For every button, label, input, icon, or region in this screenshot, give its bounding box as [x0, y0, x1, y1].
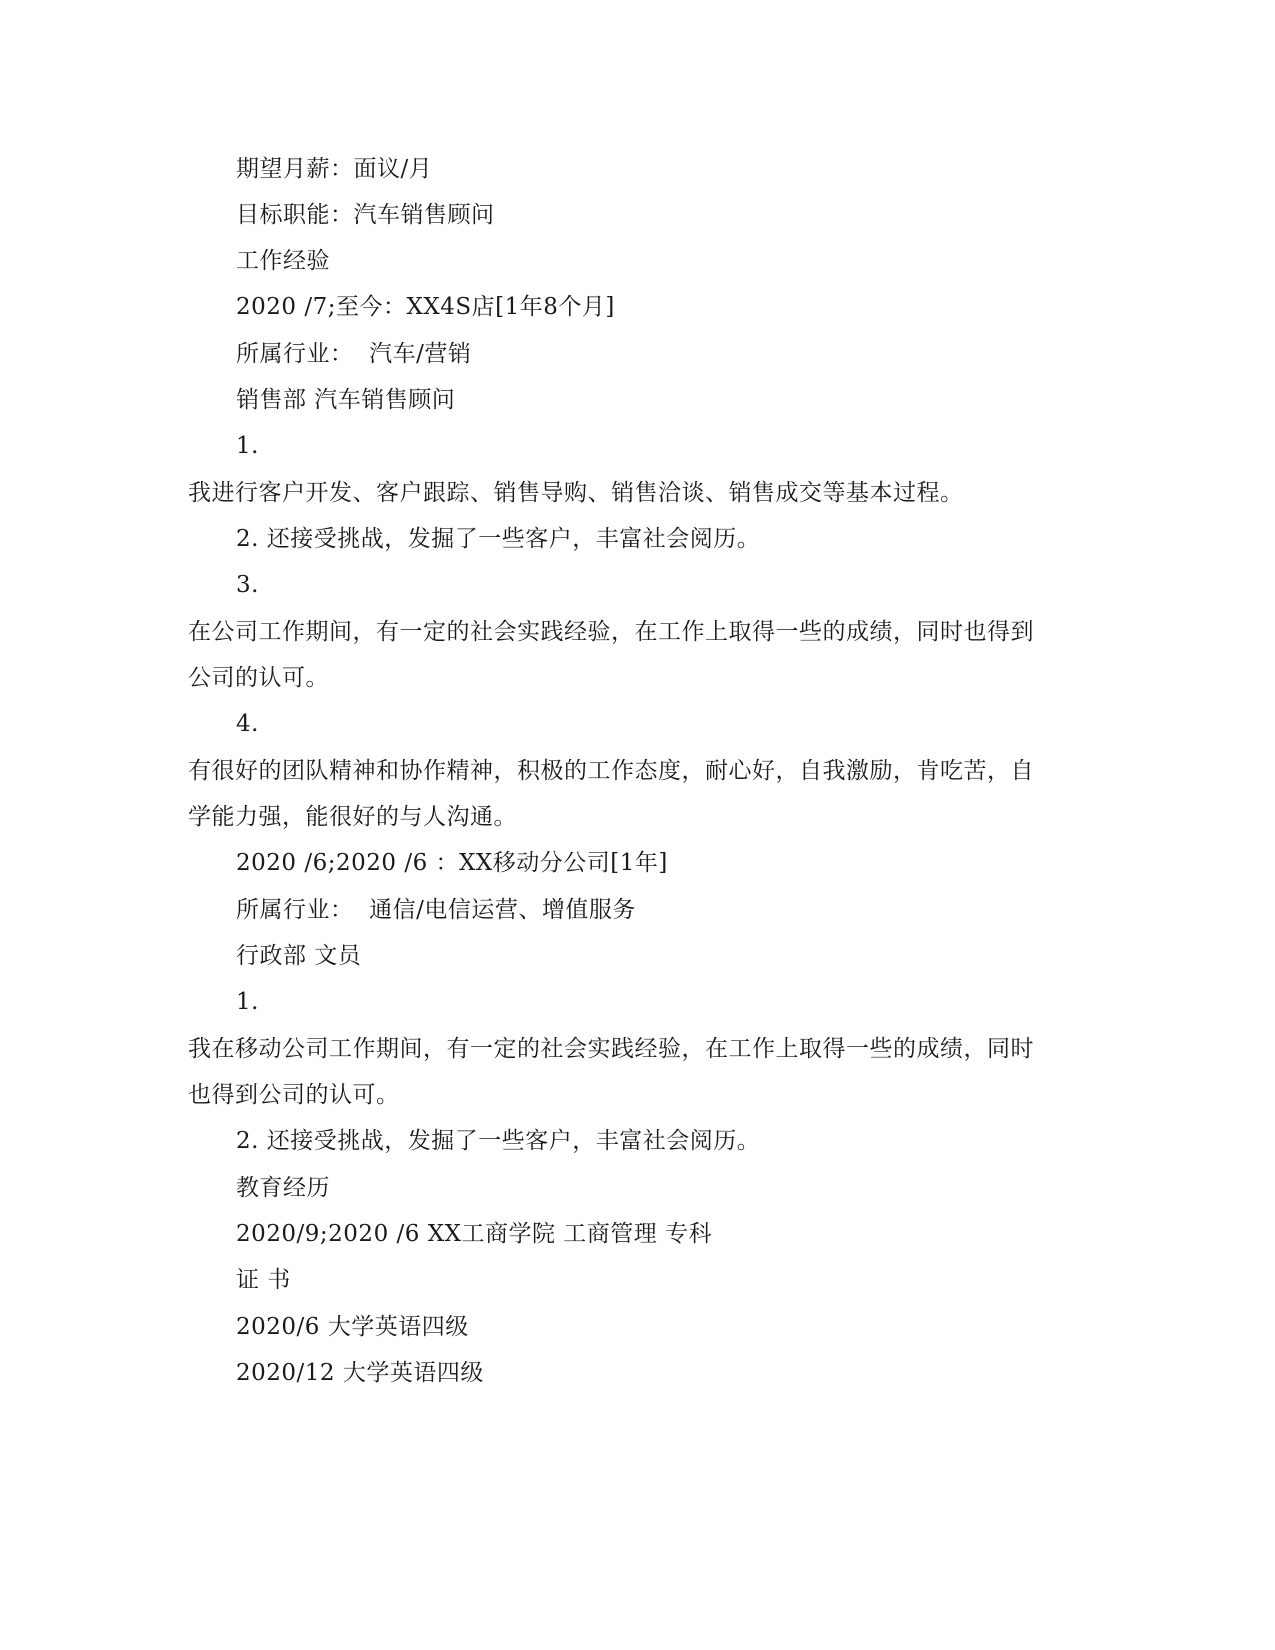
section-heading-education: 教育经历 — [236, 1175, 330, 1201]
job2-item1-number: 1. — [236, 989, 259, 1015]
job1-item1-text: 我进行客户开发、客户跟踪、销售导购、销售洽谈、销售成交等基本过程。 — [188, 480, 964, 506]
job2-period: 2020 /6;2020 /6 ：XX移动分公司[1年] — [236, 850, 668, 876]
section-heading-certificates: 证 书 — [236, 1267, 291, 1293]
job1-item4-text-line2: 学能力强，能很好的与人沟通。 — [188, 804, 517, 830]
target-position: 目标职能：汽车销售顾问 — [236, 202, 495, 228]
job1-industry: 所属行业： 汽车/营销 — [236, 341, 472, 367]
job1-item4-text-line1: 有很好的团队精神和协作精神，积极的工作态度，耐心好，自我激励，肯吃苦，自 — [188, 758, 1034, 784]
job2-item2: 2. 还接受挑战，发掘了一些客户，丰富社会阅历。 — [236, 1128, 761, 1154]
job1-item3-text-line2: 公司的认可。 — [188, 665, 329, 691]
section-heading-work: 工作经验 — [236, 248, 330, 274]
certificate-entry-1: 2020/6 大学英语四级 — [236, 1314, 469, 1340]
job2-industry: 所属行业： 通信/电信运营、增值服务 — [236, 897, 636, 923]
job2-item1-text-line2: 也得到公司的认可。 — [188, 1082, 400, 1108]
job1-item3-number: 3. — [236, 572, 259, 598]
job1-period: 2020 /7;至今：XX4S店[1年8个月] — [236, 294, 615, 320]
education-entry: 2020/9;2020 /6 XX工商学院 工商管理 专科 — [236, 1221, 713, 1247]
job1-item2: 2. 还接受挑战，发掘了一些客户，丰富社会阅历。 — [236, 526, 761, 552]
job1-department: 销售部 汽车销售顾问 — [236, 387, 456, 413]
job1-item1-number: 1. — [236, 433, 259, 459]
expected-salary: 期望月薪：面议/月 — [236, 156, 433, 182]
job2-item1-text-line1: 我在移动公司工作期间，有一定的社会实践经验，在工作上取得一些的成绩，同时 — [188, 1036, 1034, 1062]
job1-item3-text-line1: 在公司工作期间，有一定的社会实践经验，在工作上取得一些的成绩，同时也得到 — [188, 619, 1034, 645]
certificate-entry-2: 2020/12 大学英语四级 — [236, 1360, 484, 1386]
job2-department: 行政部 文员 — [236, 943, 362, 969]
job1-item4-number: 4. — [236, 711, 259, 737]
